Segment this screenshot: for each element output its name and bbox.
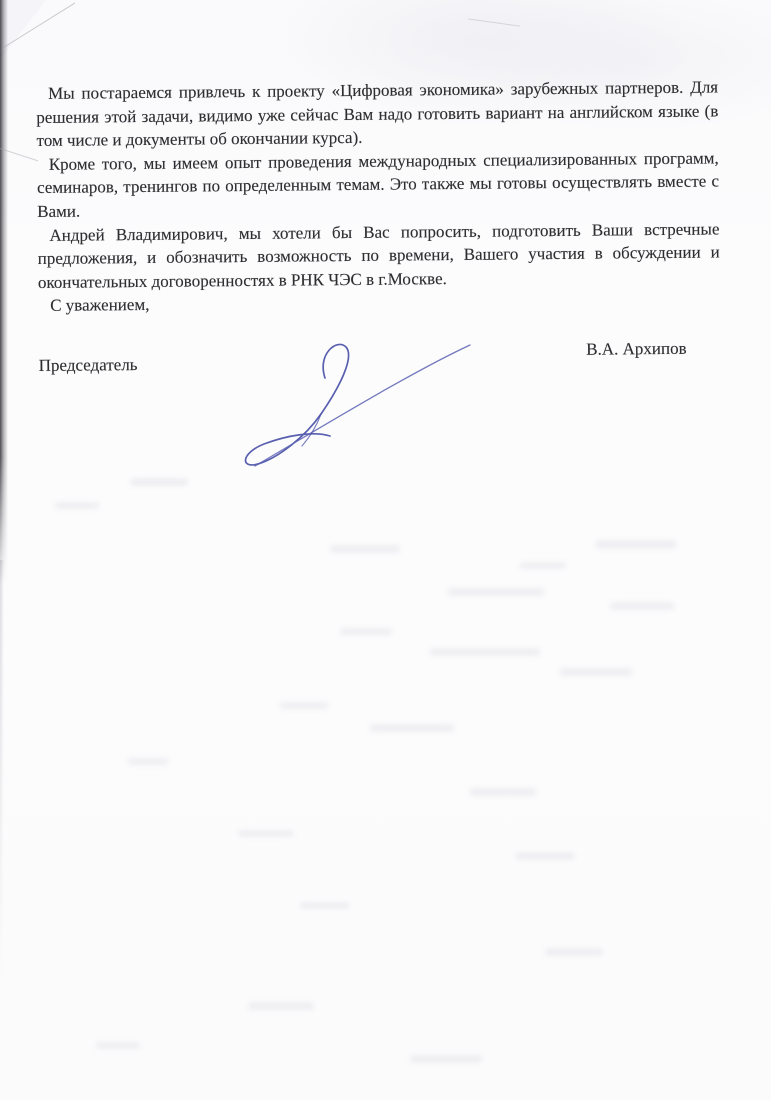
bleedthrough-smudge [248, 1002, 314, 1010]
letter-body [36, 75, 721, 377]
bleedthrough-smudge [128, 758, 168, 765]
bleedthrough-smudge [370, 724, 454, 732]
paragraph-request-proposals: Андрей Владимирович, мы хотели бы Вас попросить, подготовить Ваши встречные предложения, и обозначить возможность по времени, Вашего участия в обсуждении и окончательных договоренностях в РНК ЧЭС в г.Москве. [37, 219, 720, 292]
bleedthrough-smudge [96, 1042, 140, 1049]
signature-block [38, 338, 721, 377]
bleedthrough-smudge [280, 702, 328, 709]
bleedthrough-smudge [430, 648, 540, 656]
signer-name: В.А. Архипов [586, 338, 687, 359]
bleedthrough-smudge [520, 562, 566, 569]
scan-edge-shadow [0, 0, 8, 585]
paper-crease [468, 18, 520, 26]
paragraph-digital-economy: Мы постараемся привлечь к проекту «Цифровая экономика» зарубежных партнеров. Для решения этой задачи, видимо уже сейчас Вам надо готовить вариант на английском языке (в том числе и документы об окончании курса). [36, 77, 719, 151]
closing-salutation: С уважением, [50, 295, 150, 316]
bleedthrough-smudge [300, 902, 350, 909]
bleedthrough-smudge [130, 478, 188, 486]
bleedthrough-smudge [448, 588, 544, 596]
bleedthrough-smudge [340, 628, 392, 635]
bleedthrough-smudge [515, 852, 575, 860]
bleedthrough-smudge [55, 502, 99, 509]
bleedthrough-smudge [596, 540, 676, 549]
bleedthrough-smudge [470, 788, 536, 796]
signer-title: Председатель [38, 354, 138, 375]
bleedthrough-smudge [560, 668, 632, 676]
bleedthrough-smudge [545, 948, 603, 956]
bleedthrough-smudge [610, 602, 674, 610]
bleedthrough-smudge [410, 1055, 482, 1063]
bleedthrough-smudge [330, 545, 400, 553]
scan-edge-shadow-lower [0, 560, 4, 980]
paragraph-international-programs: Кроме того, мы имеем опыт проведения международных специализированных программ, семинаров, тренингов по определенным темам. Это также мы готовы осуществлять вместе с Вами. [36, 148, 720, 221]
bleedthrough-smudge [238, 830, 294, 837]
